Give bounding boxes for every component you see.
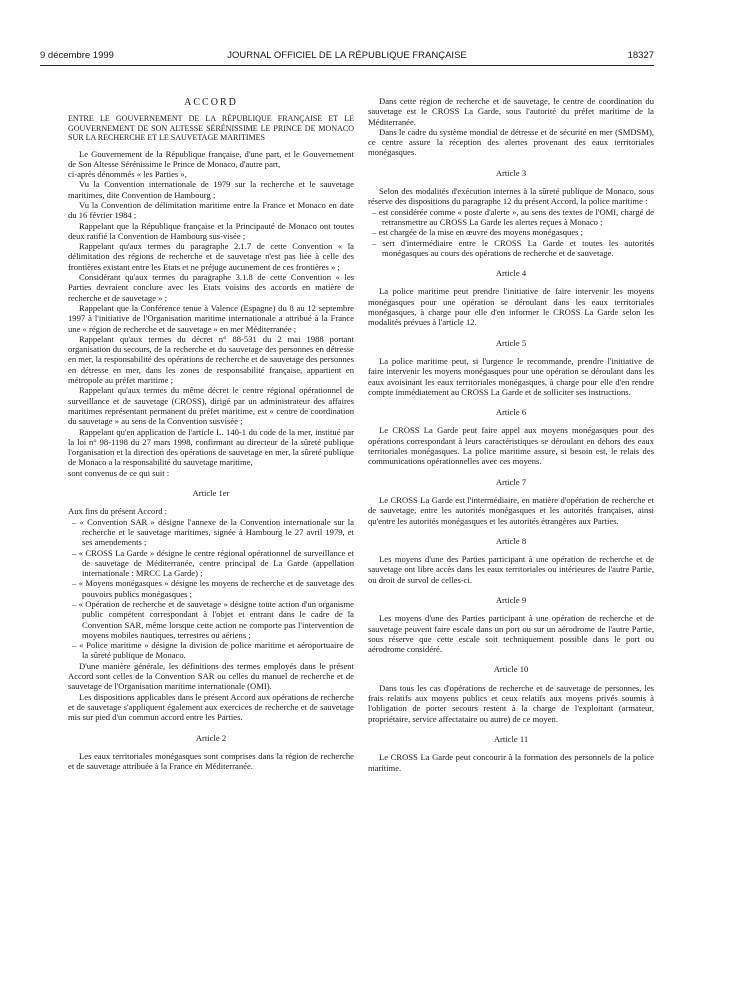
article-heading: Article 6 [495,407,527,418]
article-heading: Article 10 [493,664,529,675]
paragraph: sont convenus de ce qui suit : [68,467,170,478]
list-item: – « CROSS La Garde » désigne le centre régional opérationnel de surveillance et de sauvetage de Méditerranée, centre principal de La Garde (appellation internationale : MRCC La Garde) ; [72,547,354,579]
paragraph: Selon des modalités d'exécution internes à la sûreté publique de Monaco, sous réserve des dispositions du paragraphe 12 du présent Accord, la police maritime : [368,186,654,207]
document-heading: ACCORD [184,97,238,108]
paragraph: Les moyens d'une des Parties participant à une opération de recherche et de sauvetage ont libre accès dans les eaux territoriales ou intérieures de l'autre Partie, ou droit de survol de celles-ci. [368,554,654,585]
paragraph: Rappelant que la Conférence tenue à Valence (Espagne) du 8 au 12 septembre 1997 à l'initiative de l'Organisation maritime internationale a attribué à la France une « région de recherche et de sauvetage » en mer Méditerranée ; [68,302,354,334]
paragraph: Rappelant qu'en application de l'article L. 140-1 du code de la mer, institué par la loi n° 98-1198 du 27 mars 1998, confirmant au directeur de la sûreté publique l'organisation et la direction des opérations de sauvetage en mer, la sûreté publique de Monaco a la responsabilité du sauvetage maritime, [68,426,354,468]
article-heading: Article 1er [192,488,230,499]
paragraph: La police maritime peut, si l'urgence le recommande, prendre l'initiative de faire intervenir les moyens monégasques pour une opération se déroulant dans les eaux avoisinant les eaux territoriales monégasques, à charge pour elle d'en rendre compte immédiatement au CROSS La Garde et de solliciter ses instructions. [368,355,654,397]
journal-title: JOURNAL OFFICIEL DE LA RÉPUBLIQUE FRANÇAISE [227,50,467,61]
article-heading: Article 8 [495,535,527,546]
paragraph: Le CROSS La Garde peut faire appel aux moyens monégasques pour des opérations correspondant à leurs caractéristiques se déroulant en dehors des eaux territoriales monégasques. La police maritime assure, si besoin est, le relais des communications opérationnelles avec ces moyens. [368,425,654,467]
header-rule [40,65,654,66]
paragraph: Rappelant qu'aux termes du décret n° 88-531 du 2 mai 1988 portant organisation du secours, de la recherche et du sauvetage des personnes en détresse en mer, la responsabilité des opérations de recherche et de sauvetage des personnes en détresse en mer, dans les zones de responsabilité française, appartient en métropole au préfet maritime ; [68,333,354,386]
document-subtitle: ENTRE LE GOUVERNEMENT DE LA RÉPUBLIQUE FRANÇAISE ET LE GOUVERNEMENT DE SON ALTESSE SÉRÉNISSIME LE PRINCE DE MONACO SUR LA RECHERCHE ET LE SAUVETAGE MARITIMES [68,114,354,143]
paragraph: Le CROSS La Garde peut concourir à la formation des personnels de la police maritime. [368,752,654,773]
list-item: – est considérée comme « poste d'alerte », au sens des textes de l'OMI, chargé de retransmettre au CROSS La Garde les alertes reçues à Monaco ; [372,206,654,227]
list-item: – « Police maritime » désigne la division de police maritime et aéroportuaire de la sûreté publique de Monaco. [72,640,354,661]
list-item: – sert d'intermédiaire entre le CROSS La Garde et toutes les autorités monégasques au cours des opérations de recherche et de sauvetage. [372,237,654,258]
right-column [368,96,654,773]
paragraph: La police maritime peut prendre l'initiative de faire intervenir les moyens monégasques pour une opération se déroulant dans les eaux territoriales monégasques, à charge pour elle d'en informer le CROSS La Garde selon les modalités prévues à l'article 12. [368,286,654,328]
article-heading: Article 4 [495,268,527,279]
article-heading: Article 2 [195,732,227,743]
paragraph: Les dispositions applicables dans le présent Accord aux opérations de recherche et de sauvetage s'appliquent également aux exercices de recherche et de sauvetage mis sur pied d'un commun accord entre les Parties. [68,691,354,723]
article-heading: Article 5 [495,337,527,348]
paragraph: Rappelant qu'aux termes du même décret le centre régional opérationnel de surveillance et de sauvetage (CROSS), dirigé par un administrateur des affaires maritimes représentant permanent du préfet maritime, est « centre de coordination du sauvetage » au sens de la Convention susvisée ; [68,385,354,427]
paragraph: Dans le cadre du système mondial de détresse et de sécurité en mer (SMDSM), ce centre assure la réception des alertes provenant des eaux territoriales monégasques. [368,126,654,158]
paragraph: Rappelant que la République française et la Principauté de Monaco ont toutes deux ratifié la Convention de Hambourg sus-visée ; [68,220,354,241]
paragraph: Aux fins du présent Accord : [68,506,168,517]
issue-date: 9 décembre 1999 [40,50,114,61]
paragraph: Les moyens d'une des Parties participant à une opération de recherche et de sauvetage peuvent faire escale dans un port ou sur un aérodrome de l'autre Partie, sous réserve que cette escale soit techniquement possible dans le port ou aérodrome considéré. [368,613,654,655]
article-heading: Article 11 [493,733,529,744]
paragraph: Vu la Convention de délimitation maritime entre la France et Monaco en date du 16 février 1984 ; [68,200,354,221]
list-item: – « Convention SAR » désigne l'annexe de la Convention internationale sur la recherche et le sauvetage maritimes, signée à Hambourg le 27 avril 1979, et ses amendements ; [72,516,354,548]
list-item: – « Opération de recherche et de sauvetage » désigne toute action d'un organisme public compétent correspondant à l'objet et entrant dans le cadre de la Convention SAR, même lorsque cette action ne comporte pas l'intervention de moyens mobiles nautiques, terrestres ou aériens ; [72,598,354,640]
definition-list [68,517,354,661]
paragraph: Dans tous les cas d'opérations de recherche et de sauvetage de personnes, les frais relatifs aux moyens publics et ceux relatifs aux moyens privés soumis à l'obligation de porter secours restent à la charge de l'exploitant (armateur, propriétaire, service affectataire ou autre) de ce moyen. [368,682,654,724]
paragraph: Le Gouvernement de la République française, d'une part, et le Gouvernement de Son Altesse Sérénissime le Prince de Monaco, d'autre part, [68,148,354,169]
page-header [40,50,654,64]
paragraph: Rappelant qu'aux termes du paragraphe 2.1.7 de cette Convention « la délimitation des régions de recherche et de sauvetage n'est pas liée à celle des frontières existant entre les Etats et ne préjuge aucunement de ces frontières » ; [68,241,354,272]
paragraph: ci-après dénommés « les Parties », [68,169,187,180]
paragraph: Vu la Convention internationale de 1979 sur la recherche et le sauvetage maritimes, dite Convention de Hambourg ; [68,179,354,200]
paragraph: Les eaux territoriales monégasques sont comprises dans la région de recherche et de sauvetage attribuée à la France en Méditerranée. [68,750,354,772]
left-column [68,98,354,771]
paragraph: D'une manière générale, les définitions des termes employés dans le présent Accord sont celles de la Convention SAR ou celles du manuel de recherche et de sauvetage de l'Organisation maritime internationale (OMI). [68,660,354,692]
paragraph: Dans cette région de recherche et de sauvetage, le centre de coordination du sauvetage est le CROSS La Garde, sous l'autorité du préfet maritime de la Méditerranée. [368,96,654,127]
article-heading: Article 9 [495,594,527,605]
article-heading: Article 3 [495,167,527,178]
list-item: – est chargée de la mise en œuvre des moyens monégasques ; [372,227,584,238]
article-heading: Article 7 [495,476,527,487]
duties-list [368,207,654,258]
list-item: – « Moyens monégasques » désigne les moyens de recherche et de sauvetage des pouvoirs publics monégasques ; [72,578,354,599]
paragraph: Considérant qu'aux termes du paragraphe 3.1.8 de cette Convention « les Parties devraient conclure avec les Etats voisins des accords en matière de recherche et de sauvetage » ; [68,272,354,303]
paragraph: Le CROSS La Garde est l'intermédiaire, en matière d'opération de recherche et de sauvetage, entre les autorités monégasques et les autorités françaises, ainsi qu'entre les autorités monégasques et les autorités étrangères aux Parties. [368,494,654,526]
page-number: 18327 [627,50,654,61]
